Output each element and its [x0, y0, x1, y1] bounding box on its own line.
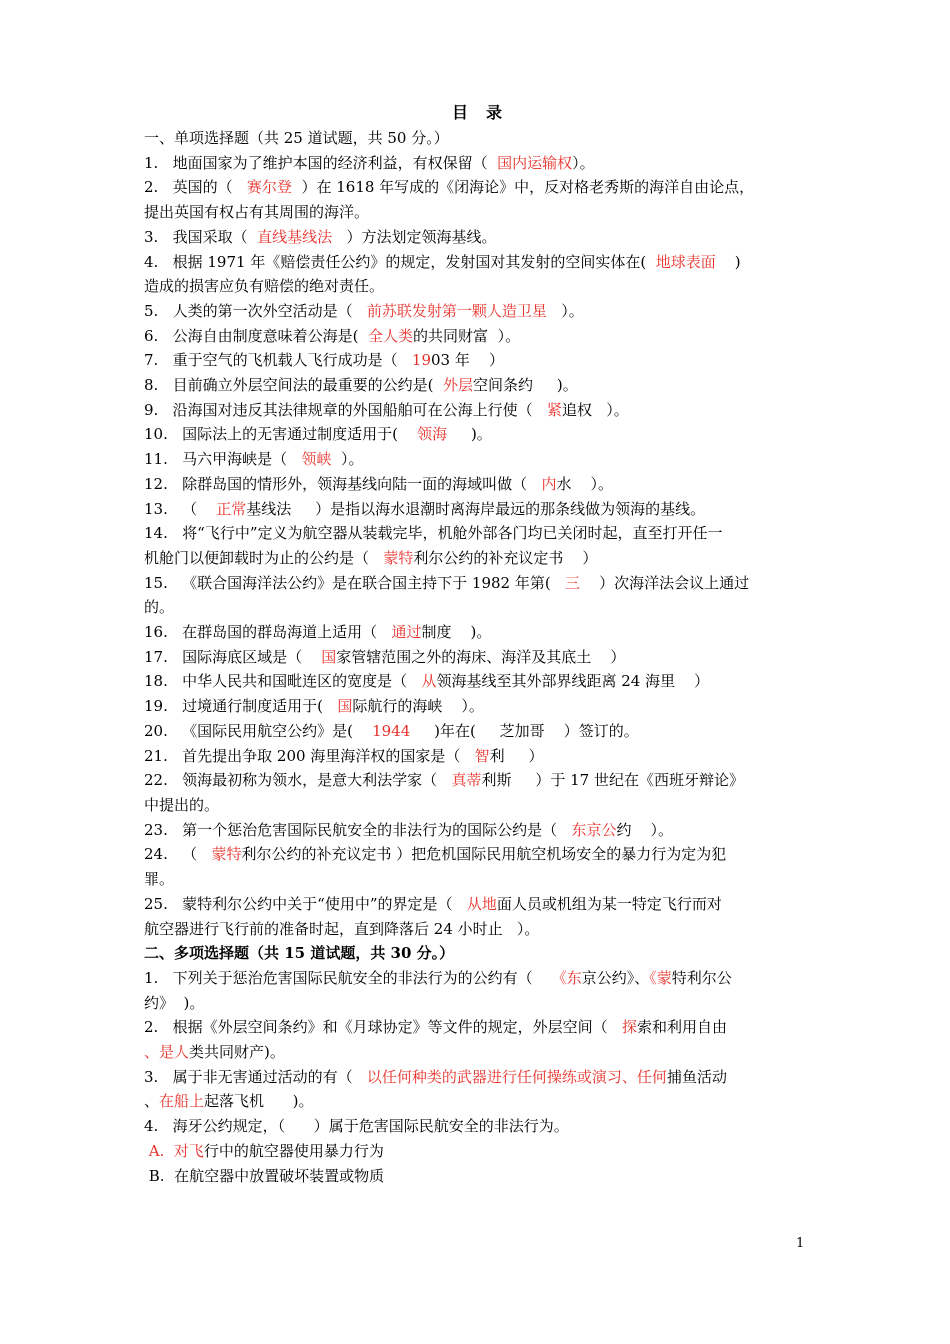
line-text: 行中的航空器使用暴力行为	[203, 1141, 384, 1160]
answer-text: 在船上	[159, 1092, 205, 1111]
line-text: 9. 沿海国对违反其法律规章的外国船舶可在公海上行使（	[144, 400, 547, 419]
text-line	[144, 175, 810, 200]
line-text: 21. 首先提出争取 200 海里海洋权的国家是（	[144, 746, 475, 765]
line-text: 14. 将“飞行中”定义为航空器从装载完毕，机舱外部各门均已关闭时起，直至打开任一	[144, 524, 723, 543]
line-text: ）。	[546, 301, 584, 320]
answer-text: 1944	[372, 721, 411, 740]
document-body	[144, 100, 810, 1188]
text-line	[144, 867, 810, 892]
line-text: 约 ）。	[616, 820, 674, 839]
line-text: 12. 除群岛国的情形外，领海基线向陆一面的海域叫做（	[144, 474, 542, 493]
answer-text: 国内运输权	[497, 153, 573, 172]
line-text: ）。	[331, 450, 364, 469]
text-line	[144, 571, 810, 596]
text-line	[144, 373, 810, 398]
text-line	[144, 521, 810, 546]
document-lines	[144, 126, 810, 1188]
answer-text: 《东	[551, 968, 582, 987]
line-text: 15. 《联合国海洋法公约》是在联合国主持下于 1982 年第(	[144, 573, 566, 592]
line-text: 13. （	[144, 499, 217, 518]
line-text: 11. 马六甲海峡是（	[144, 450, 302, 469]
text-line	[144, 744, 810, 769]
line-text: 8. 目前确立外层空间法的最重要的公约是(	[144, 376, 444, 395]
line-text: 23. 第一个惩治危害国际民航安全的非法行为的国际公约是（	[144, 820, 572, 839]
text-line	[144, 793, 810, 818]
line-text: 4. 根据 1971 年《赔偿责任公约》的规定，发射国对其发射的空间实体在(	[144, 252, 656, 271]
text-line	[144, 991, 810, 1016]
line-text: 7. 重于空气的飞机载人飞行成功是（	[144, 351, 412, 370]
text-line	[144, 250, 810, 275]
line-text: 家管辖范围之外的海床、海洋及其底土 ）	[336, 647, 626, 666]
line-text: ）在 1618 年写成的《闭海论》中，反对格老秀斯的海洋自由论点，	[291, 178, 755, 197]
text-line	[144, 719, 810, 744]
answer-text: 通过	[391, 623, 422, 642]
line-text: 5. 人类的第一次外空活动是（	[144, 301, 367, 320]
text-line	[144, 595, 810, 620]
line-text: 面人员或机组为某一特定飞行而对	[496, 894, 722, 913]
line-text: 机舱门以便卸载时为止的公约是（	[144, 548, 384, 567]
text-line	[144, 299, 810, 324]
line-text: )。	[447, 425, 492, 444]
line-text: 利斯 ）于 17 世纪在《西班牙辩论》	[481, 771, 744, 790]
line-text: 提出英国有权占有其周围的海洋。	[144, 203, 370, 222]
line-text: 起落飞机 )。	[204, 1092, 314, 1111]
line-text: ）。	[572, 153, 595, 172]
text-line	[144, 892, 810, 917]
line-text: 03 年 ）	[431, 351, 504, 370]
line-text: 24. （	[144, 845, 212, 864]
answer-text: 探	[621, 1018, 637, 1037]
text-line	[144, 1164, 810, 1189]
answer-text: 直线基线法	[257, 227, 333, 246]
line-text: 特利尔公	[671, 968, 732, 987]
text-line	[144, 1065, 810, 1090]
answer-text: 前苏联发射第一颗人造卫星	[366, 301, 547, 320]
text-line	[144, 472, 810, 497]
line-text: 22. 领海最初称为领水，是意大利法学家（	[144, 771, 452, 790]
text-line	[144, 842, 810, 867]
line-text: 3. 属于非无害通过活动的有（	[144, 1067, 367, 1086]
text-line	[144, 917, 810, 942]
answer-text: 赛尔登	[246, 178, 292, 197]
line-text: 罪。	[144, 870, 175, 889]
answer-text: 东京公	[571, 820, 617, 839]
line-text: 6. 公海自由制度意味着公海是(	[144, 326, 369, 345]
text-line	[144, 398, 810, 423]
line-text: 追权 ）。	[561, 400, 629, 419]
text-line	[144, 620, 810, 645]
answer-text: 外层	[443, 376, 474, 395]
text-line	[144, 348, 810, 373]
text-line	[144, 1089, 810, 1114]
line-text: 二、多项选择题（共 15 道试题，共 30 分。）	[144, 944, 455, 963]
text-line	[144, 447, 810, 472]
line-text: 索和利用自由	[636, 1018, 727, 1037]
line-text: 捕鱼活动	[666, 1067, 727, 1086]
answer-text: 领峡	[301, 450, 332, 469]
answer-text: 蒙特	[211, 845, 242, 864]
answer-text: 国	[337, 697, 353, 716]
line-text: 中提出的。	[144, 795, 220, 814]
answer-text: 从	[421, 672, 437, 691]
line-text: 际航行的海峡 ）。	[352, 697, 484, 716]
text-line	[144, 497, 810, 522]
line-text: 约》 )。	[144, 993, 205, 1012]
answer-text: 以任何种类的武器进行任何操练或演习、任何	[366, 1067, 667, 1086]
line-text: 2. 英国的（	[144, 178, 247, 197]
answer-text: 智	[474, 746, 490, 765]
line-text: 4. 海牙公约规定，（ ）属于危害国际民航安全的非法行为。	[144, 1117, 569, 1136]
text-line	[144, 546, 810, 571]
answer-text: 地球表面	[655, 252, 716, 271]
line-text: 领海基线至其外部界线距离 24 海里 ）	[436, 672, 710, 691]
text-line	[144, 694, 810, 719]
line-text: ）次海洋法会议上通过	[580, 573, 750, 592]
answer-text: 、是人	[144, 1043, 190, 1062]
line-text: 、	[144, 1092, 160, 1111]
line-text: 类共同财产)。	[189, 1043, 285, 1062]
text-line	[144, 126, 810, 151]
text-line	[144, 645, 810, 670]
text-line	[144, 1139, 810, 1164]
answer-text: 国	[321, 647, 337, 666]
text-line	[144, 818, 810, 843]
line-text: 20. 《国际民用航空公约》是(	[144, 721, 373, 740]
text-line	[144, 1114, 810, 1139]
text-line	[144, 274, 810, 299]
line-text: 16. 在群岛国的群岛海道上适用（	[144, 623, 392, 642]
answer-text: 《蒙	[649, 968, 672, 987]
line-text: 10. 国际法上的无害通过制度适用于(	[144, 425, 418, 444]
answer-text: 真蒂	[451, 771, 482, 790]
answer-text: 紧	[546, 400, 562, 419]
line-text: 利尔公约的补充议定书 ）把危机国际民用航空机场安全的暴力行为定为犯	[241, 845, 727, 864]
line-text: 19. 过境通行制度适用于(	[144, 697, 338, 716]
line-text: 1. 地面国家为了维护本国的经济利益，有权保留（	[144, 153, 498, 172]
line-text: 利尔公约的补充议定书 ）	[413, 548, 598, 567]
answer-text: 内	[541, 474, 557, 493]
answer-text: A. 对飞	[144, 1141, 204, 1160]
line-text: 的共同财富 ）。	[413, 326, 521, 345]
title-char-1: 目	[451, 103, 468, 122]
line-text: 25. 蒙特利尔公约中关于“使用中”的界定是（	[144, 894, 467, 913]
answer-text: 全人类	[368, 326, 414, 345]
line-text: 18. 中华人民共和国毗连区的宽度是（	[144, 672, 422, 691]
line-text: ）方法划定领海基线。	[332, 227, 497, 246]
line-text: 17. 国际海底区域是（	[144, 647, 322, 666]
document-title	[144, 100, 810, 126]
line-text: 造成的损害应负有赔偿的绝对责任。	[144, 277, 385, 296]
text-line	[144, 225, 810, 250]
text-line	[144, 200, 810, 225]
line-text: 利 ）	[489, 746, 544, 765]
text-line	[144, 768, 810, 793]
line-text: 一、单项选择题（共 25 道试题，共 50 分。）	[144, 129, 449, 147]
line-text: 2. 根据《外层空间条约》和《月球协定》等文件的规定，外层空间（	[144, 1018, 622, 1037]
text-line	[144, 324, 810, 349]
answer-text: 19	[411, 351, 432, 370]
line-text: 制度 )。	[421, 623, 492, 642]
answer-text: 三	[565, 573, 581, 592]
answer-text: 从地	[466, 894, 497, 913]
answer-text: 正常	[216, 499, 247, 518]
line-text: 空间条约 )。	[473, 376, 578, 395]
answer-text: 蒙特	[383, 548, 414, 567]
text-line	[144, 941, 810, 966]
text-line	[144, 1015, 810, 1040]
line-text: B. 在航空器中放置破坏装置或物质	[144, 1166, 385, 1185]
answer-text: 领海	[417, 425, 448, 444]
line-text: )	[715, 252, 741, 271]
line-text: 基线法 ）是指以海水退潮时离海岸最远的那条线做为领海的基线。	[246, 499, 706, 518]
text-line	[144, 1040, 810, 1065]
text-line	[144, 966, 810, 991]
title-char-2: 录	[486, 103, 503, 122]
page-number: 1	[796, 1236, 805, 1251]
line-text: 3. 我国采取（	[144, 227, 258, 246]
line-text: 京公约》、	[581, 968, 650, 987]
line-text: 水 ）。	[556, 474, 614, 493]
line-text: 1. 下列关于惩治危害国际民航安全的非法行为的公约有（	[144, 968, 552, 987]
text-line	[144, 422, 810, 447]
text-line	[144, 151, 810, 176]
line-text: 的。	[144, 598, 175, 617]
text-line	[144, 669, 810, 694]
line-text: 航空器进行飞行前的准备时起，直到降落后 24 小时止 ）。	[144, 919, 540, 938]
line-text: )年在( 芝加哥 ）签订的。	[410, 721, 639, 740]
